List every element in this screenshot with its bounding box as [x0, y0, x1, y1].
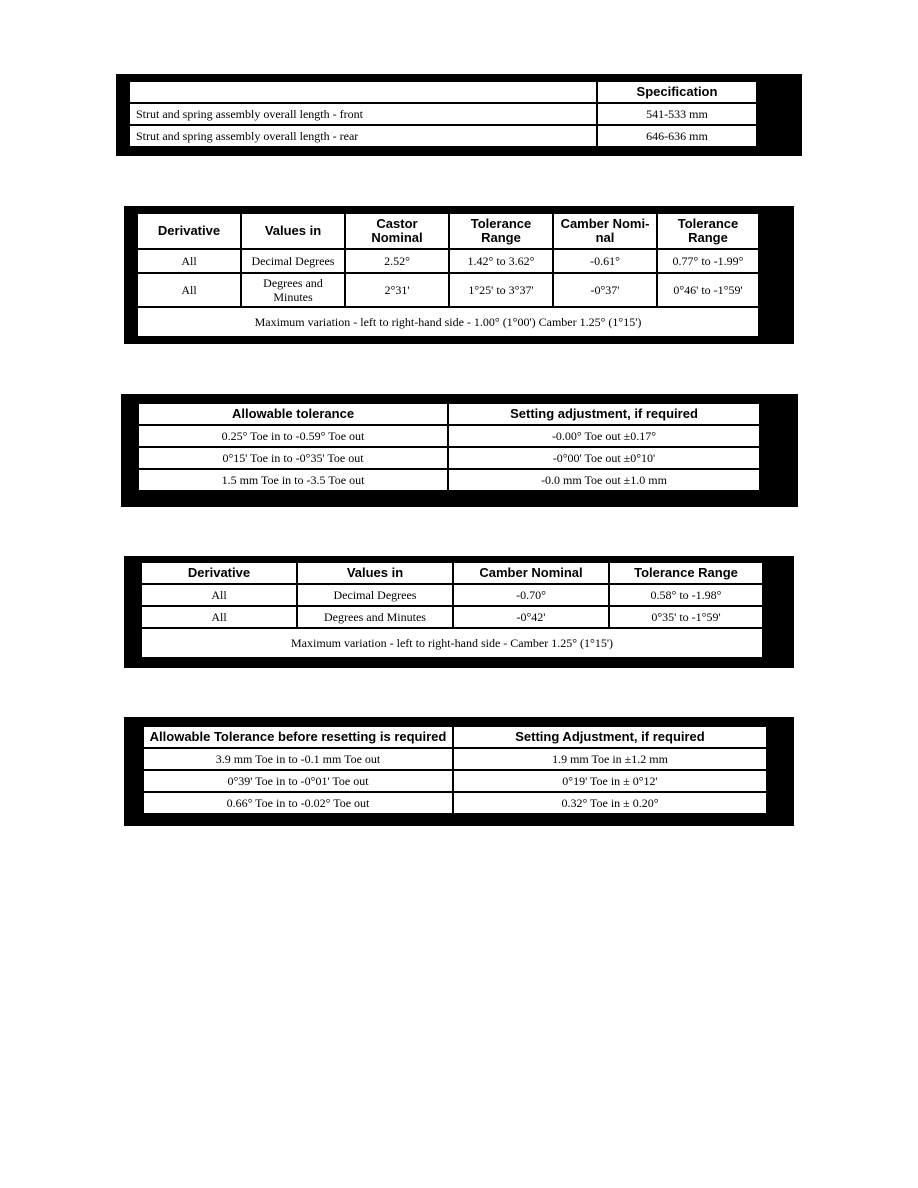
header-allowable-tolerance: Allowable Tolerance before resetting is required [143, 726, 453, 748]
row-label: Strut and spring assembly overall length - rear [129, 125, 597, 147]
cell: All [137, 273, 241, 307]
cell: All [137, 249, 241, 273]
rear-camber-panel [124, 556, 794, 668]
header-camber-nominal: Camber Nomi-nal [553, 213, 657, 249]
front-castor-camber-panel [124, 206, 794, 344]
header-allowable-tolerance: Allowable tolerance [138, 403, 448, 425]
cell: 1.9 mm Toe in ±1.2 mm [453, 748, 767, 770]
header-tolerance-range: Tolerance Range [657, 213, 759, 249]
strut-spec-table [128, 80, 758, 148]
cell: All [141, 584, 297, 606]
strut-spec-panel [116, 74, 802, 156]
cell: Degrees and Minutes [241, 273, 345, 307]
row-label: Strut and spring assembly overall length - front [129, 103, 597, 125]
cell: 1°25' to 3°37' [449, 273, 553, 307]
front-toe-panel [121, 394, 798, 507]
cell: 2°31' [345, 273, 449, 307]
cell: 0.58° to -1.98° [609, 584, 763, 606]
cell: 1.42° to 3.62° [449, 249, 553, 273]
cell: -0.61° [553, 249, 657, 273]
cell: -0°00' Toe out ±0°10' [448, 447, 760, 469]
table-note: Maximum variation - left to right-hand side - 1.00° (1°00') Camber 1.25° (1°15') [137, 307, 759, 337]
cell: -0.00° Toe out ±0.17° [448, 425, 760, 447]
rear-camber-table [140, 561, 764, 659]
cell: Decimal Degrees [241, 249, 345, 273]
header-values-in: Values in [297, 562, 453, 584]
header-derivative: Derivative [137, 213, 241, 249]
header-derivative: Derivative [141, 562, 297, 584]
cell: 2.52° [345, 249, 449, 273]
cell: -0°37' [553, 273, 657, 307]
row-value: 646-636 mm [597, 125, 757, 147]
table-note: Maximum variation - left to right-hand side - Camber 1.25° (1°15') [141, 628, 763, 658]
cell: 0.25° Toe in to -0.59° Toe out [138, 425, 448, 447]
front-toe-table [137, 402, 761, 492]
cell: -0.0 mm Toe out ±1.0 mm [448, 469, 760, 491]
cell: 0°15' Toe in to -0°35' Toe out [138, 447, 448, 469]
header-specification: Specification [597, 81, 757, 103]
row-value: 541-533 mm [597, 103, 757, 125]
cell: 0°35' to -1°59' [609, 606, 763, 628]
cell: 0.77° to -1.99° [657, 249, 759, 273]
cell: 0.66° Toe in to -0.02° Toe out [143, 792, 453, 814]
cell: All [141, 606, 297, 628]
cell: 0°19' Toe in ± 0°12' [453, 770, 767, 792]
rear-toe-panel [124, 717, 794, 826]
header-blank [129, 81, 597, 103]
header-castor-nominal: Castor Nominal [345, 213, 449, 249]
header-setting-adjustment: Setting adjustment, if required [448, 403, 760, 425]
header-camber-nominal: Camber Nominal [453, 562, 609, 584]
cell: 0.32° Toe in ± 0.20° [453, 792, 767, 814]
header-values-in: Values in [241, 213, 345, 249]
header-setting-adjustment: Setting Adjustment, if required [453, 726, 767, 748]
header-tolerance-range: Tolerance Range [609, 562, 763, 584]
cell: 1.5 mm Toe in to -3.5 Toe out [138, 469, 448, 491]
cell: Decimal Degrees [297, 584, 453, 606]
cell: -0°42' [453, 606, 609, 628]
cell: Degrees and Minutes [297, 606, 453, 628]
header-tolerance-range: Tolerance Range [449, 213, 553, 249]
rear-toe-table [142, 725, 768, 815]
cell: -0.70° [453, 584, 609, 606]
front-castor-camber-table [136, 212, 760, 338]
cell: 3.9 mm Toe in to -0.1 mm Toe out [143, 748, 453, 770]
cell: 0°46' to -1°59' [657, 273, 759, 307]
cell: 0°39' Toe in to -0°01' Toe out [143, 770, 453, 792]
